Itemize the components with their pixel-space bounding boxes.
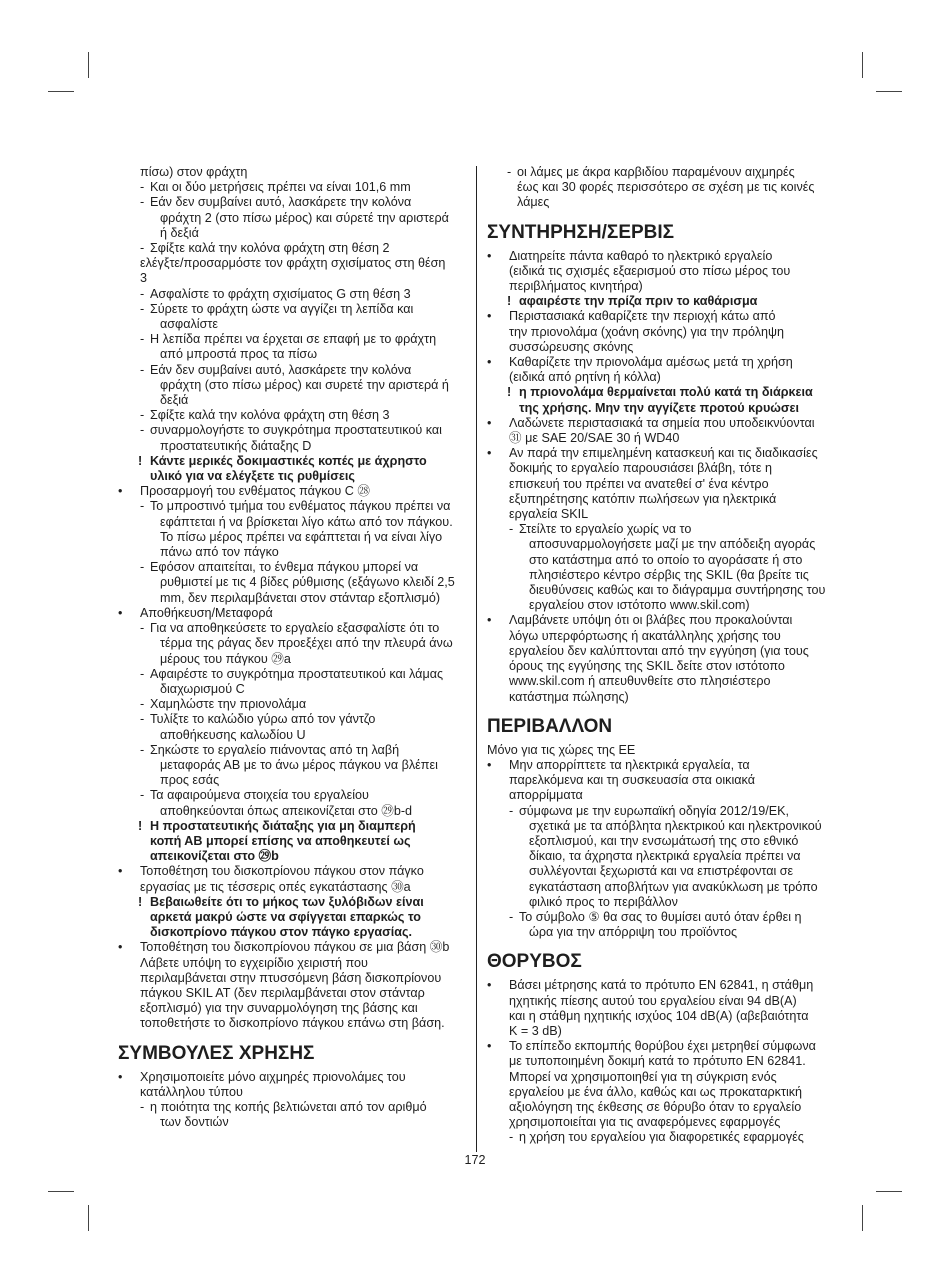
text-line: δεξιά: [160, 393, 189, 408]
text-line: 3: [140, 271, 148, 286]
warning-line: ! αφαιρέστε την πρίζα πριν το καθάρισμα: [487, 294, 835, 309]
section-heading-noise: ΘΟΡΥΒΟΣ: [487, 951, 582, 973]
crop-mark: [876, 1191, 902, 1192]
text-line: προς εσάς: [160, 773, 220, 788]
column-divider: [476, 166, 477, 1152]
text-line: εργαλείου στον ιστότοπο www.skil.com): [529, 598, 750, 613]
dash-item: - Σηκώστε το εργαλείο πιάνοντας από τη λαβή: [118, 743, 466, 758]
text-line: επισκευή του πρέπει να ανατεθεί σ' ένα κέντρο: [509, 476, 769, 491]
text-line: μέρους του πάγκου ㉙a: [160, 651, 291, 666]
crop-mark: [876, 91, 902, 92]
bullet-item: • Καθαρίζετε την πριονολάμα αμέσως μετά τη χρήση: [487, 355, 835, 370]
warning-line: δισκοπρίονο πάγκου στον πάγκο εργασίας.: [150, 925, 413, 940]
dash-item: - οι λάμες με άκρα καρβιδίου παραμένουν αιχμηρές: [487, 165, 835, 180]
text-line: K = 3 dB): [509, 1023, 562, 1038]
text-line: τοποθετήστε το δισκοπρίονο πάγκου επάνω στη βάση.: [140, 1016, 445, 1031]
text-line: εργασίας με τις τέσσερις οπές εγκατάστασης ㉚a: [140, 879, 411, 894]
text-line: παρελκόμενα και τη συσκευασία στα οικιακά: [509, 773, 755, 788]
text-line: μεταφοράς ΑΒ με το άνω μέρος πάγκου να βλέπει: [160, 757, 438, 772]
dash-item: - Αφαιρέστε το συγκρότημα προστατευτικού και λάμας: [118, 667, 466, 682]
text-line: των δοντιών: [160, 1115, 229, 1130]
section-heading-environment: ΠΕΡΙΒΑΛΛΟΝ: [487, 715, 613, 737]
text-line: ηχητικής πίεσης αυτού του εργαλείου είναι 94 dB(A): [509, 993, 797, 1008]
bullet-item: • Λαμβάνετε υπόψη ότι οι βλάβες που προκαλούνται: [487, 613, 835, 628]
dash-item: - Τυλίξτε το καλώδιο γύρω από τον γάντζο: [118, 712, 466, 727]
text-line: ασφαλίστε: [160, 317, 218, 332]
text-line: αξιολόγηση της έκθεσης σε θόρυβο όταν το εργαλείο: [509, 1099, 802, 1114]
text-line: Μπορεί να χρησιμοποιηθεί για τη σύγκριση ενός: [509, 1069, 777, 1084]
dash-item: - Χαμηλώστε την πριονολάμα: [118, 697, 466, 712]
text-line: δοκιμής το εργαλείο παρουσιάσει βλάβη, τότε η: [509, 461, 772, 476]
text-line: εξοπλισμού, και την ενσωμάτωσή της στο εθνικό: [529, 833, 799, 848]
text-line: εργαλεία SKIL: [509, 507, 589, 522]
warning-line: ! Κάντε μερικές δοκιμαστικές κοπές με άχρηστο: [118, 454, 466, 469]
text-line: ή δεξιά: [160, 225, 199, 240]
dash-item: - σύμφωνα με την ευρωπαϊκή οδηγία 2012/19/ΕΚ,: [487, 804, 835, 819]
section-heading-service: ΣΥΝΤΗΡΗΣΗ/ΣΕΡΒΙΣ: [487, 221, 675, 243]
dash-item: - Σύρετε το φράχτη ώστε να αγγίζει τη λεπίδα και: [118, 302, 466, 317]
text-line: αποθήκευσης καλωδίου U: [160, 727, 306, 742]
text-line: ώρα για την απόρριψη του προϊόντος: [529, 925, 738, 940]
dash-item: - Σφίξτε καλά την κολόνα φράχτη στη θέση 3: [118, 408, 466, 423]
text-line: ㉛ με SAE 20/SAE 30 ή WD40: [509, 431, 680, 446]
text-line: εργαλείου δεν καλύπτονται από την εγγύηση (για τους: [509, 643, 809, 658]
text-line: πάγκου SKIL AT (δεν περιλαμβάνεται στον στάνταρ: [140, 985, 425, 1000]
dash-item: - Στείλτε το εργαλείο χωρίς να το: [487, 522, 835, 537]
warning-line: υλικό για να ελέγξετε τις ρυθμίσεις: [150, 469, 355, 484]
bullet-item: • Μην απορρίπτετε τα ηλεκτρικά εργαλεία, τα: [487, 758, 835, 773]
bullet-item: • Λαδώνετε περιστασιακά τα σημεία που υποδεικνύονται: [487, 416, 835, 431]
text-line: ρυθμιστεί με τις 4 βίδες ρύθμισης (εξάγωνο κλειδί 2,5: [160, 575, 455, 590]
text-line: λόγω υπερφόρτωσης ή ακατάλληλης χρήσης του: [509, 628, 781, 643]
text-line: (ειδικά από ρητίνη ή κόλλα): [509, 370, 661, 385]
bullet-item: • Αποθήκευση/Μεταφορά: [118, 606, 466, 621]
text-line: πίσω) στον φράχτη: [140, 165, 248, 179]
bullet-item: • Περιστασιακά καθαρίζετε την περιοχή κάτω από: [487, 309, 835, 324]
crop-mark: [862, 1205, 863, 1231]
crop-mark: [48, 1191, 74, 1192]
text-line: με τυποποιημένη δοκιμή κατά το πρότυπο EN 62841.: [509, 1054, 806, 1069]
dash-item: - Σφίξτε καλά την κολόνα φράχτη στη θέση 2: [118, 241, 466, 256]
dash-item: - Εφόσον απαιτείται, το ένθεμα πάγκου μπορεί να: [118, 560, 466, 575]
text-line: Λάβετε υπόψη το εγχειρίδιο χειριστή που: [140, 955, 368, 970]
text-line: κατάστημα πώλησης): [509, 689, 629, 704]
text-line: εφάπτεται ή να βρίσκεται λίγο κάτω από τον πάγκου.: [160, 514, 453, 529]
text-line: την πριονολάμα (χοάνη σκόνης) για την πρόληψη: [509, 324, 784, 339]
text-line: (ειδικά τις σχισμές εξαερισμού στο πίσω μέρος του: [509, 263, 791, 278]
text-line: σχετικά με τα απόβλητα ηλεκτρικού και ηλεκτρονικού: [529, 818, 822, 833]
warning-line: ! Βεβαιωθείτε ότι το μήκος των ξυλόβιδων είναι: [118, 895, 466, 910]
section-heading-usage: ΣΥΜΒΟΥΛΕΣ ΧΡΗΣΗΣ: [118, 1042, 315, 1064]
text-line: και η στάθμη ηχητικής ισχύος 104 dB(A) (αβεβαιότητα: [509, 1008, 809, 1023]
dash-item: - συναρμολογήστε το συγκρότημα προστατευτικού και: [118, 423, 466, 438]
dash-item: - Εάν δεν συμβαίνει αυτό, λασκάρετε την κολόνα: [118, 363, 466, 378]
text-line: όρους της εγγύησης της SKIL δείτε στον ιστότοπο: [509, 659, 785, 674]
dash-item: - η χρήση του εργαλείου για διαφορετικές εφαρμογές: [487, 1130, 835, 1145]
bullet-item: • Αν παρά την επιμελημένη κατασκευή και τις διαδικασίες: [487, 446, 835, 461]
warning-line: κοπή ΑΒ μπορεί επίσης να αποθηκευτεί ως: [150, 833, 411, 848]
warning-line: αρκετά μακρύ ώστε να σφίγγεται επαρκώς το: [150, 909, 421, 924]
text-line: Μόνο για τις χώρες της ΕΕ: [487, 742, 636, 757]
text-line: εξοπλισμό) για την συναρμολόγηση της βάσης και: [140, 1001, 418, 1016]
bullet-item: • Χρησιμοποιείτε μόνο αιχμηρές πριονολάμες του: [118, 1070, 466, 1085]
warning-line: απεικονίζεται στο ㉙b: [150, 849, 279, 864]
dash-item: - Εάν δεν συμβαίνει αυτό, λασκάρετε την κολόνα: [118, 195, 466, 210]
dash-item: - Τα αφαιρούμενα στοιχεία του εργαλείου: [118, 788, 466, 803]
warning-line: της χρήσης. Μην την αγγίζετε προτού κρυώσει: [519, 400, 800, 415]
text-line: διευθύνσεις καθώς και το διάγραμμα συντήρησης του: [529, 583, 826, 598]
bullet-item: • Τοποθέτηση του δισκοπρίονου πάγκου στον πάγκο: [118, 864, 466, 879]
text-line: πλησιέστερο κέντρο σέρβις της SKIL (θα βρείτε τις: [529, 567, 809, 582]
text-line: προστατευτικής διάταξης D: [160, 438, 312, 453]
text-line: εγκατάσταση αποβλήτων για ανακύκλωση με τρόπο: [529, 879, 818, 894]
crop-mark: [88, 1205, 89, 1231]
bullet-item: • Προσαρμογή του ενθέματος πάγκου C ㉘: [118, 484, 466, 499]
text-line: δίκαιο, τα άχρηστα ηλεκτρικά εργαλεία πρέπει να: [529, 849, 801, 864]
text-line: αποθηκεύονται όπως απεικονίζεται στο ㉙b-d: [160, 803, 413, 818]
bullet-item: • Διατηρείτε πάντα καθαρό το ηλεκτρικό εργαλείο: [487, 249, 835, 264]
text-line: ελέγξτε/προσαρμόστε τον φράχτη σχισίματος στη θέση: [140, 256, 446, 271]
page-number: 172: [464, 1153, 486, 1167]
right-column: [487, 165, 835, 1146]
text-line: εργαλείου με ένα άλλο, καθώς και ως προκαταρκτική: [509, 1084, 803, 1099]
text-line: περιλαμβάνεται στην πτυσσόμενη βάση δισκοπρίονου: [140, 970, 442, 985]
bullet-item: • Βάσει μέτρησης κατά το πρότυπο EN 62841, η στάθμη: [487, 978, 835, 993]
dash-item: - Ασφαλίστε το φράχτη σχισίματος G στη θέση 3: [118, 287, 466, 302]
text-line: απορρίμματα: [509, 788, 583, 803]
text-line: στο κατάστημα από το οποίο το αγοράσατε ή στο: [529, 552, 803, 567]
text-line: συσσώρευσης σκόνης: [509, 339, 634, 354]
left-column: [118, 165, 466, 1130]
text-line: www.skil.com ή απευθυνθείτε στο πλησιέστερο: [509, 674, 771, 689]
crop-mark: [88, 52, 89, 78]
text-line: εξυπηρέτησης κατόπιν πωλήσεων για ηλεκτρικά: [509, 491, 777, 506]
warning-line: ! Η προστατευτικής διάταξης για μη διαμπερή: [118, 819, 466, 834]
text-line: φράχτη 2 (στο πίσω μέρος) και σύρετέ την αριστερά: [160, 210, 449, 225]
dash-item: - η ποιότητα της κοπής βελτιώνεται από τον αριθμό: [118, 1100, 466, 1115]
text-line: περιβλήματος κινητήρα): [509, 279, 643, 294]
dash-item: - Το σύμβολο ⑤ θα σας το θυμίσει αυτό όταν έρθει η: [487, 910, 835, 925]
bullet-item: • Τοποθέτηση του δισκοπρίονου πάγκου σε μια βάση ㉚b: [118, 940, 466, 955]
dash-item: - Για να αποθηκεύσετε το εργαλείο εξασφαλίστε ότι το: [118, 621, 466, 636]
dash-item: - Το μπροστινό τμήμα του ενθέματος πάγκου πρέπει να: [118, 499, 466, 514]
text-line: αποσυναρμολογήσετε μαζί με την απόδειξη αγοράς: [529, 537, 816, 552]
text-line: συλλέγονται ξεχωριστά και να επιστρέφονται σε: [529, 864, 794, 879]
text-line: λάμες: [517, 195, 550, 210]
bullet-item: • Το επίπεδο εκπομπής θορύβου έχει μετρηθεί σύμφωνα: [487, 1039, 835, 1054]
text-line: κατάλληλου τύπου: [140, 1084, 243, 1099]
text-line: Το πίσω μέρος πρέπει να εφάπτεται ή να είναι λίγο: [160, 529, 443, 544]
crop-mark: [48, 91, 74, 92]
text-line: χρησιμοποιείται για τις αναφερόμενες εφαρμογές: [509, 1115, 781, 1130]
text-line: mm, δεν περιλαμβάνεται στον στάνταρ εξοπλισμό): [160, 590, 441, 605]
crop-mark: [862, 52, 863, 78]
text-line: φιλικό προς το περιβάλλον: [529, 894, 678, 909]
warning-line: ! η πριονολάμα θερμαίνεται πολύ κατά τη διάρκεια: [487, 385, 835, 400]
text-line: από μπροστά προς τα πίσω: [160, 347, 318, 362]
dash-item: - Και οι δύο μετρήσεις πρέπει να είναι 101,6 mm: [118, 180, 466, 195]
text-line: τέρμα της ράγας δεν προεξέχει από την πλευρά άνω: [160, 636, 453, 651]
text-line: φράχτη (στο πίσω μέρος) και συρετέ την αριστερά ή: [160, 377, 449, 392]
text-line: έως και 30 φορές περισσότερο σε σχέση με τις κοινές: [517, 180, 815, 195]
dash-item: - Η λεπίδα πρέπει να έρχεται σε επαφή με το φράχτη: [118, 332, 466, 347]
text-line: πάνω από τον πάγκο: [160, 545, 279, 560]
text-line: διαχωρισμού C: [160, 681, 245, 696]
